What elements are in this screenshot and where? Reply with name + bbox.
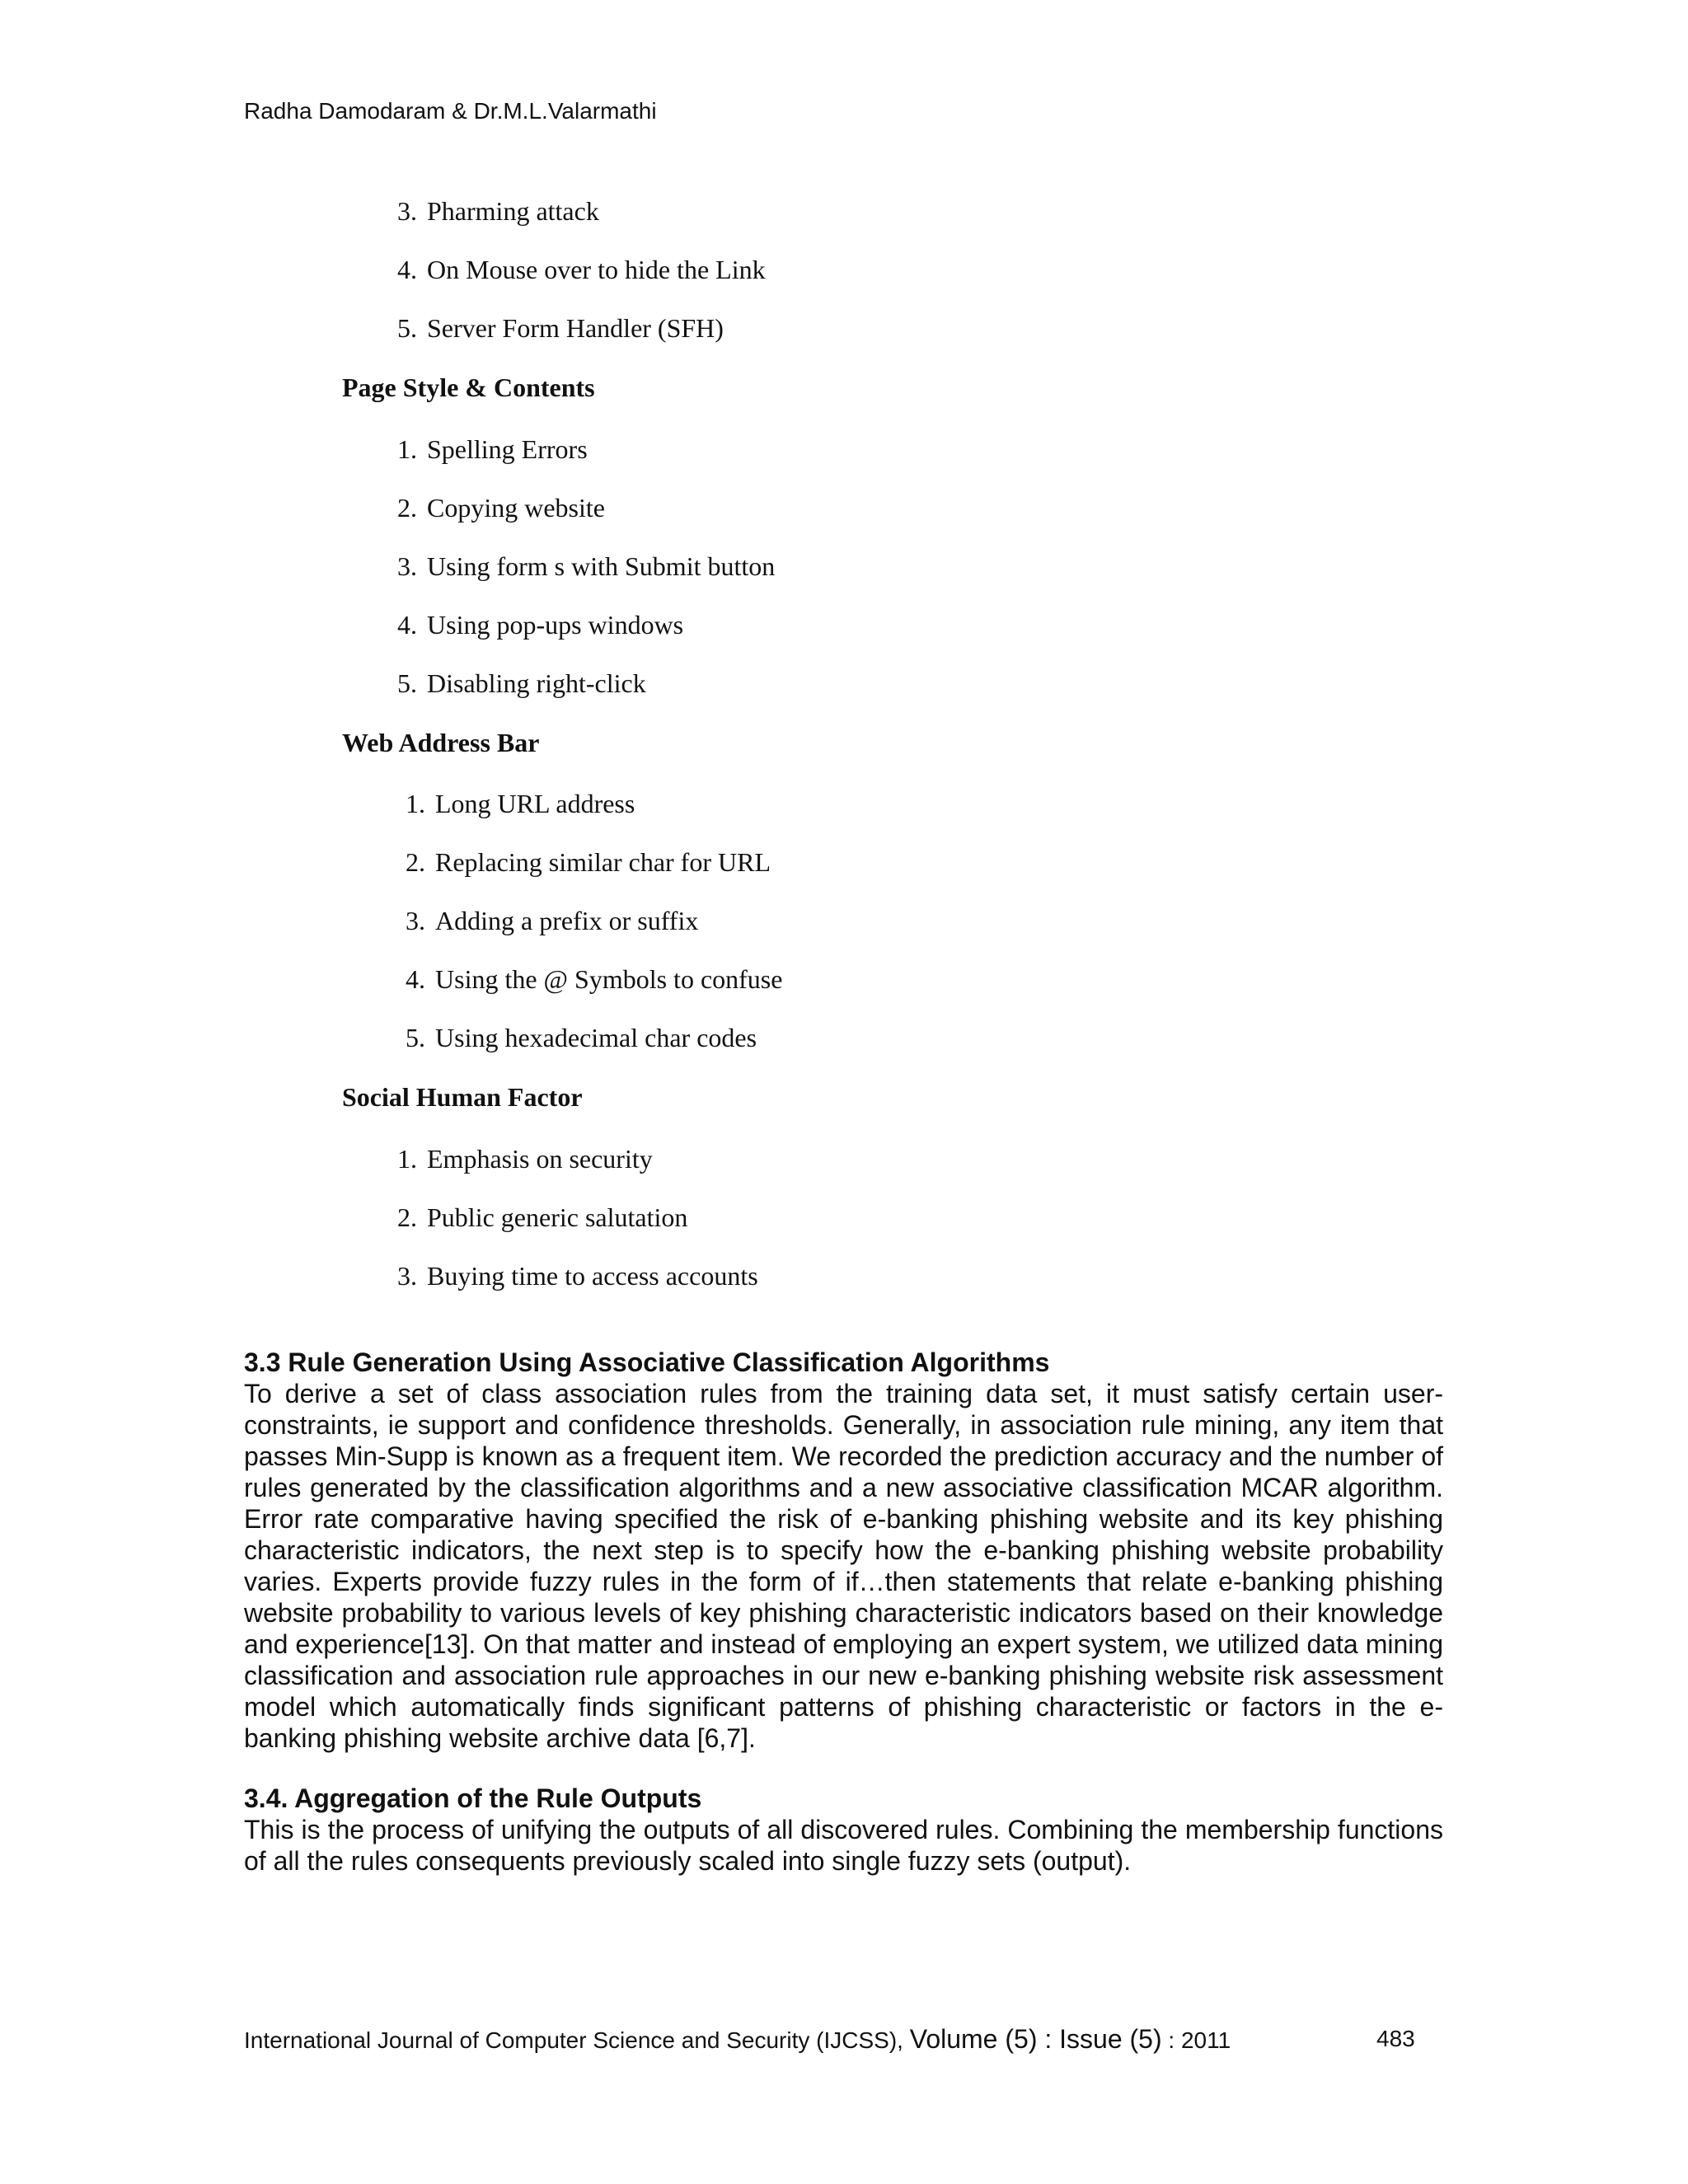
section-heading-aggregation: 3.4. Aggregation of the Rule Outputs: [244, 1783, 702, 1813]
heading-web-address-bar: Web Address Bar: [342, 728, 540, 757]
list-number: 3.: [397, 551, 417, 581]
list-text: Using pop-ups windows: [427, 610, 684, 640]
list-text: Disabling right-click: [427, 668, 646, 698]
list-text: Emphasis on security: [427, 1144, 653, 1174]
heading-social-human-factor: Social Human Factor: [342, 1082, 583, 1112]
list-number: 2.: [406, 847, 425, 877]
list-text: Using form s with Submit button: [427, 551, 776, 581]
list-number: 5.: [406, 1023, 425, 1052]
list-number: 3.: [397, 1261, 417, 1291]
list-text: Spelling Errors: [427, 434, 588, 464]
list-text: Server Form Handler (SFH): [427, 313, 724, 343]
running-header-authors: Radha Damodaram & Dr.M.L.Valarmathi: [244, 98, 657, 124]
list-text: Copying website: [427, 493, 605, 523]
section-heading-rule-generation: 3.3 Rule Generation Using Associative Classification Algorithms: [244, 1347, 1050, 1377]
footer-journal-name: International Journal of Computer Science and Security (IJCSS),: [244, 2027, 910, 2053]
footer-volume-issue: Volume (5) : Issue (5): [909, 2024, 1162, 2054]
list-number: 5.: [397, 313, 417, 343]
list-text: Long URL address: [435, 789, 635, 818]
list-text: Buying time to access accounts: [427, 1261, 758, 1291]
list-number: 1.: [406, 789, 425, 818]
list-number: 4.: [397, 255, 417, 284]
list-text: Public generic salutation: [427, 1202, 688, 1232]
list-number: 1.: [397, 434, 417, 464]
list-text: Pharming attack: [427, 196, 599, 226]
list-number: 4.: [397, 610, 417, 640]
list-text: Replacing similar char for URL: [435, 847, 771, 877]
list-text: Using the @ Symbols to confuse: [435, 964, 783, 994]
list-number: 2.: [397, 1202, 417, 1232]
section-body-aggregation: This is the process of unifying the outputs of all discovered rules. Combining the membership functions of all the rules consequents previously scaled into single fuzzy sets (output).: [244, 1815, 1443, 1876]
footer-year: : 2011: [1161, 2027, 1231, 2053]
page-number: 483: [1376, 2026, 1415, 2051]
list-text: Adding a prefix or suffix: [435, 906, 699, 935]
list-text: Using hexadecimal char codes: [435, 1023, 757, 1052]
list-number: 1.: [397, 1144, 417, 1174]
list-number: 3.: [397, 196, 417, 226]
section-body-rule-generation: To derive a set of class association rules from the training data set, it must satisfy certain user-constraints, ie support and confidence thresholds. Generally, in association rule mining, any item that passes Min-Supp is known as a frequent item. We recorded the prediction accuracy and the number of rules generated by the classification algorithms and a new associative classification MCAR algorithm. Error rate comparative having specified the risk of e-banking phishing website and its key phishing characteristic indicators, the next step is to specify how the e-banking phishing website probability varies. Experts provide fuzzy rules in the form of if…then statements that relate e-banking phishing website probability to various levels of key phishing characteristic indicators based on their knowledge and experience[13]. On that matter and instead of employing an expert system, we utilized data mining classification and association rule approaches in our new e-banking phishing website risk assessment model which automatically finds significant patterns of phishing characteristic or factors in the e-banking phishing website archive data [6,7].: [244, 1379, 1443, 1753]
list-text: On Mouse over to hide the Link: [427, 255, 766, 284]
heading-page-style: Page Style & Contents: [342, 373, 595, 402]
footer-journal-citation: [244, 2024, 1231, 2055]
list-number: 5.: [397, 668, 417, 698]
list-number: 2.: [397, 493, 417, 523]
list-number: 3.: [406, 906, 425, 935]
list-number: 4.: [406, 964, 425, 994]
